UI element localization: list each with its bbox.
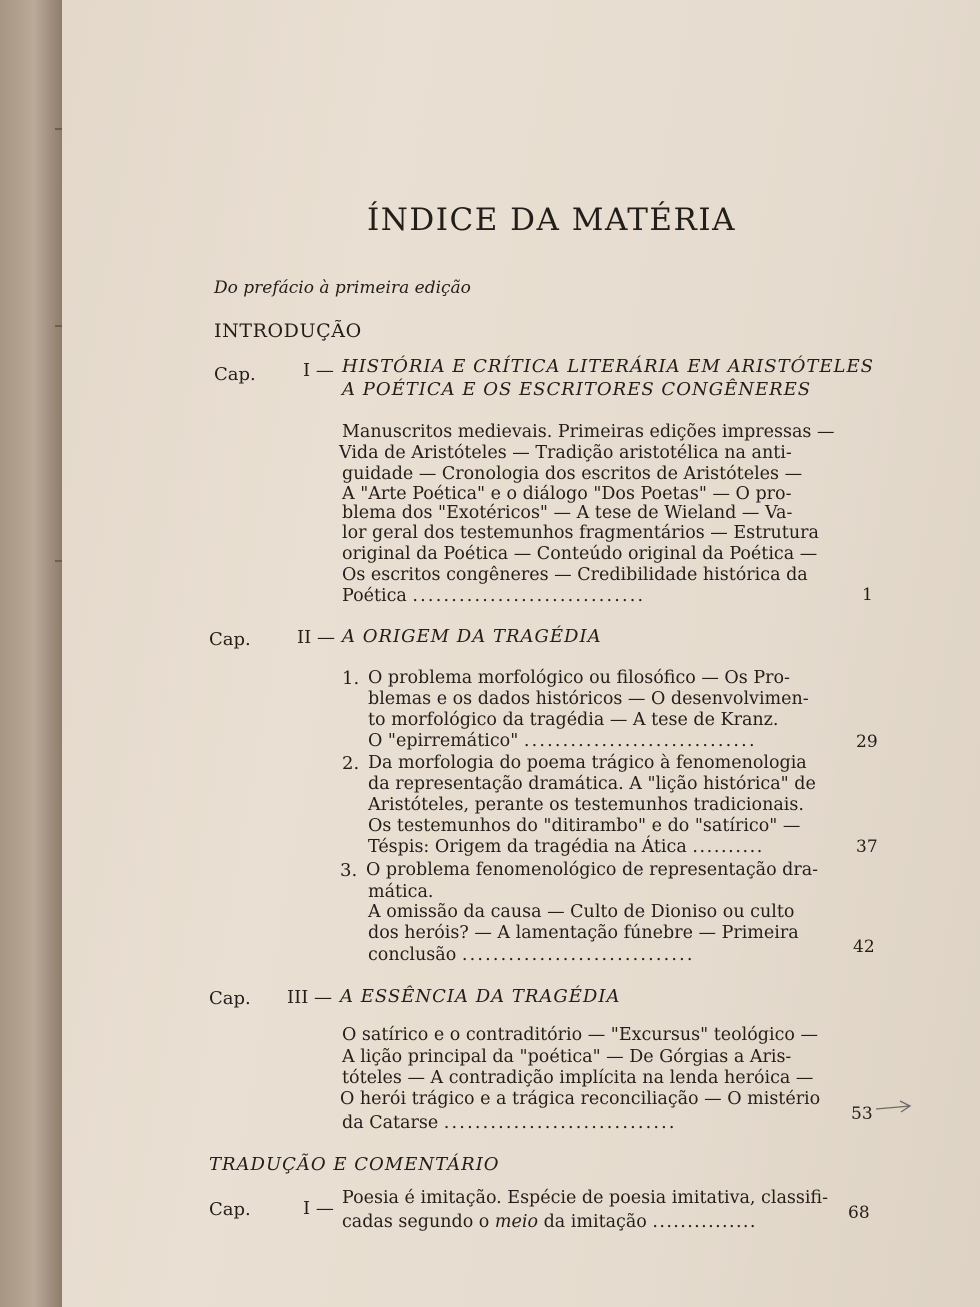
toc-text: Poética — [342, 586, 407, 606]
chapter-title: HISTÓRIA E CRÍTICA LITERÁRIA EM ARISTÓTELES — [342, 356, 874, 377]
cap-label: Cap. — [214, 364, 256, 385]
toc-text-line: Poesia é imitação. Espécie de poesia imitativa, classifi- — [342, 1188, 829, 1208]
section-heading: TRADUÇÃO E COMENTÁRIO — [209, 1154, 500, 1175]
toc-text-line: Manuscritos medievais. Primeiras edições impressas — — [342, 422, 835, 442]
chapter-numeral: II — — [297, 627, 335, 648]
pencil-arrow-mark — [874, 1097, 914, 1117]
cap-label: Cap. — [209, 629, 251, 650]
toc-text: O "epirremático" — [368, 731, 519, 751]
toc-text-line: original da Poética — Conteúdo original da Poética — — [342, 544, 818, 564]
toc-last-line — [342, 1212, 757, 1232]
toc-text: conclusão — [368, 945, 457, 965]
chapter-title: A ORIGEM DA TRAGÉDIA — [342, 626, 602, 647]
toc-text-line: Vida de Aristóteles — Tradição aristotélica na anti- — [339, 443, 792, 463]
introduction-entry: INTRODUÇÃO — [214, 320, 362, 342]
toc-text-line: blemas e os dados históricos — O desenvolvimen- — [368, 689, 809, 709]
toc-text-line: O problema fenomenológico de representação dra- — [366, 860, 819, 880]
cap-label: Cap. — [209, 1199, 251, 1220]
toc-text: da Catarse — [342, 1113, 439, 1133]
toc-text-line: guidade — Cronologia dos escritos de Aristóteles — — [342, 464, 803, 484]
toc-text-emphasis: meio — [494, 1212, 539, 1232]
toc-text-line: A lição principal da "poética" — De Górgias a Aris- — [342, 1047, 792, 1067]
chapter-numeral: III — — [287, 987, 333, 1008]
toc-text-line: Aristóteles, perante os testemunhos tradicionais. — [368, 795, 804, 815]
page-number: 42 — [853, 937, 875, 957]
chapter-title: A ESSÊNCIA DA TRAGÉDIA — [340, 986, 621, 1007]
section-number: 3. — [340, 860, 358, 881]
book-page — [62, 0, 980, 1307]
section-number: 2. — [342, 753, 360, 774]
toc-text-line: O herói trágico e a trágica reconciliação — O mistério — [340, 1089, 821, 1109]
leader-dots: ............... — [652, 1212, 757, 1232]
leader-dots: .............................. — [523, 731, 757, 751]
toc-text-line: Da morfologia do poema trágico à fenomenologia — [368, 753, 807, 773]
toc-text-line: mática. — [368, 882, 434, 902]
page-number: 68 — [848, 1203, 870, 1223]
page-number: 1 — [862, 585, 873, 605]
toc-text-line: Os testemunhos do "ditirambo" e do "satírico" — — [368, 816, 801, 836]
book-binding — [0, 0, 62, 1307]
toc-last-line — [368, 837, 764, 857]
toc-text-line: A omissão da causa — Culto de Dioniso ou culto — [368, 902, 795, 922]
preface-entry: Do prefácio à primeira edição — [214, 278, 471, 298]
toc-text-line: O satírico e o contraditório — "Excursus" teológico — — [342, 1025, 818, 1045]
toc-text-line: dos heróis? — A lamentação fúnebre — Primeira — [368, 923, 799, 943]
toc-last-line — [368, 945, 695, 965]
toc-text-line: O problema morfológico ou filosófico — Os Pro- — [368, 668, 790, 688]
page-title: ÍNDICE DA MATÉRIA — [367, 202, 736, 238]
toc-text-line: to morfológico da tragédia — A tese de Kranz. — [368, 710, 779, 730]
toc-text-line: blema dos "Exotéricos" — A tese de Wieland — Va- — [342, 503, 793, 523]
section-number: 1. — [342, 668, 360, 689]
toc-text-line: A "Arte Poética" e o diálogo "Dos Poetas" — O pro- — [342, 484, 792, 504]
page-number: 29 — [856, 732, 878, 752]
toc-last-line — [368, 731, 757, 751]
toc-text: Téspis: Origem da tragédia na Ática — [368, 837, 687, 857]
page-number: 53 — [851, 1104, 873, 1124]
toc-text-line: Os escritos congêneres — Credibilidade histórica da — [342, 565, 808, 585]
chapter-numeral: I — — [303, 1198, 334, 1219]
leader-dots: .............................. — [461, 945, 695, 965]
cap-label: Cap. — [209, 988, 251, 1009]
page-number: 37 — [856, 837, 878, 857]
chapter-numeral: I — — [303, 360, 334, 381]
leader-dots: .............................. — [412, 586, 646, 606]
toc-text: da imitação — [543, 1212, 647, 1232]
toc-text-line: da representação dramática. A "lição histórica" de — [368, 774, 816, 794]
leader-dots: .......... — [692, 837, 764, 857]
toc-last-line — [342, 586, 645, 606]
toc-last-line — [342, 1113, 677, 1133]
toc-text: cadas segundo o — [342, 1212, 490, 1232]
toc-text-line: lor geral dos testemunhos fragmentários — Estrutura — [342, 523, 819, 543]
toc-text-line: tóteles — A contradição implícita na lenda heróica — — [342, 1068, 814, 1088]
leader-dots: .............................. — [443, 1113, 677, 1133]
chapter-title: A POÉTICA E OS ESCRITORES CONGÊNERES — [342, 379, 812, 400]
